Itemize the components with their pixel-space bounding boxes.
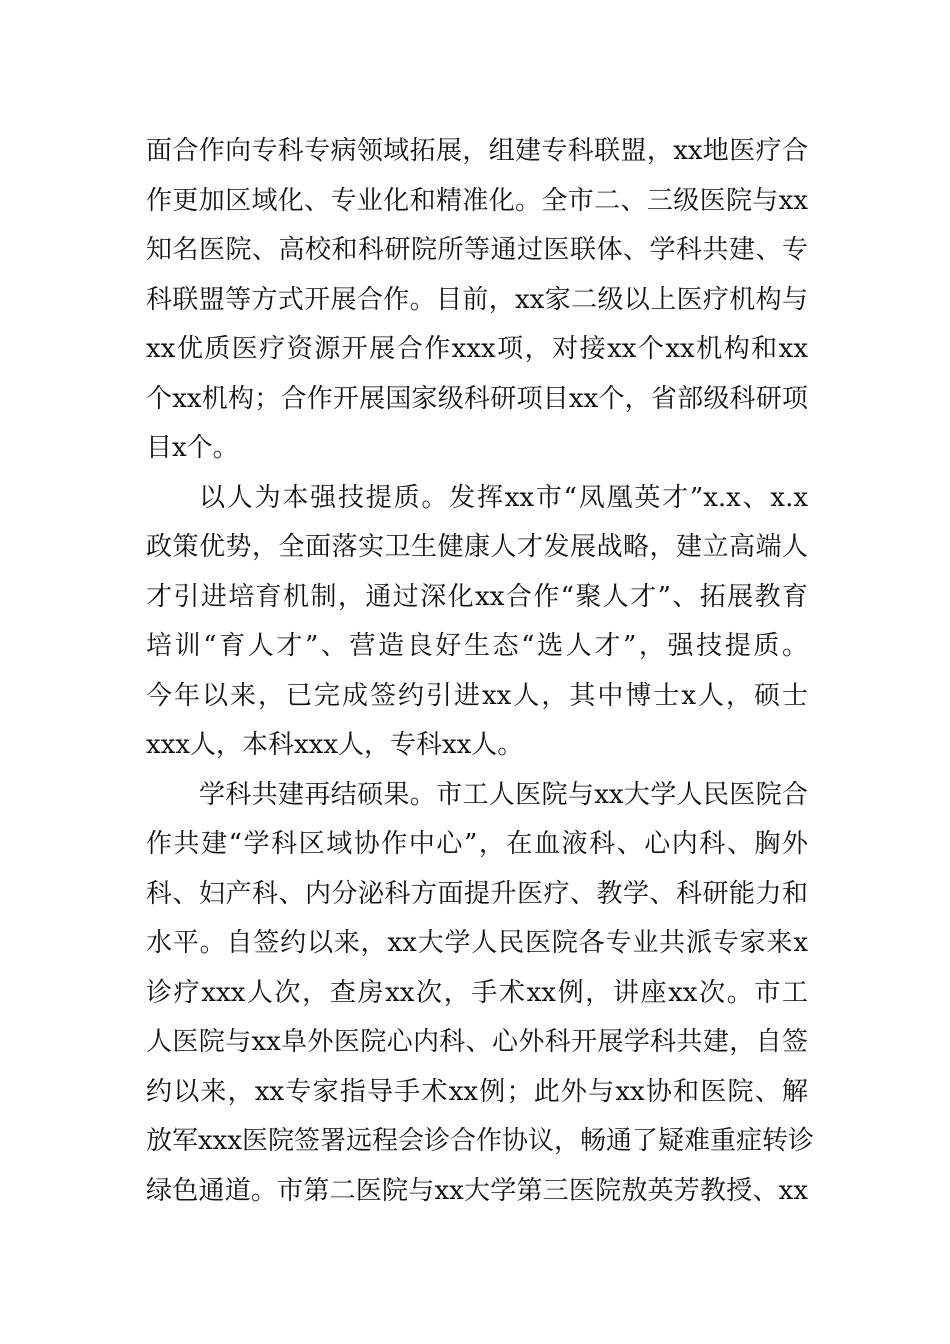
text-line: 政策优势，全面落实卫生健康人才发展战略，建立高端人 (146, 532, 808, 562)
paragraph-first-line: 以人为本强技提质。发挥xx市“凤凰英才”x.x、x.x (199, 482, 808, 513)
body-text (146, 127, 814, 1216)
text-line: 今年以来，已完成签约引进xx人，其中博士x人，硕士 (146, 680, 808, 711)
text-line: 约以来，xx专家指导手术xx例；此外与xx协和医院、解 (146, 1076, 808, 1107)
text-line: 诊疗xxx人次，查房xx次，手术xx例，讲座xx次。市工 (146, 977, 808, 1008)
text-line: 绿色通道。市第二医院与xx大学第三医院敖英芳教授、xx (146, 1175, 808, 1206)
text-line: 人医院与xx阜外医院心内科、心外科开展学科共建，自签 (146, 1027, 808, 1057)
text-line: 科、妇产科、内分泌科方面提升医疗、教学、科研能力和 (146, 878, 808, 909)
text-line: 科联盟等方式开展合作。目前，xx家二级以上医疗机构与 (146, 284, 808, 315)
text-line: 面合作向专科专病领域拓展，组建专科联盟，xx地医疗合 (146, 136, 808, 166)
text-line: xx优质医疗资源开展合作xxx项，对接xx个xx机构和xx (146, 334, 808, 364)
text-line: 才引进培育机制，通过深化xx合作“聚人才”、拓展教育 (146, 581, 808, 612)
text-line: 作更加区域化、专业化和精准化。全市二、三级医院与xx (146, 185, 808, 216)
text-line: 培训“育人才”、营造良好生态“选人才”，强技提质。 (146, 631, 808, 661)
text-line: xxx人，本科xxx人，专科xx人。 (146, 730, 524, 760)
text-line: 放军xxx医院签署远程会诊合作协议，畅通了疑难重症转诊 (146, 1126, 814, 1156)
text-line: 个xx机构；合作开展国家级科研项目xx个，省部级科研项 (146, 383, 808, 414)
paragraph-first-line: 学科共建再结硕果。市工人医院与xx大学人民医院合 (199, 779, 808, 810)
text-line: 作共建“学科区域协作中心”，在血液科、心内科、胸外 (146, 829, 808, 859)
text-line: 目x个。 (146, 433, 239, 463)
text-line: 知名医院、高校和科研院所等通过医联体、学科共建、专 (146, 235, 808, 265)
text-line: 水平。自签约以来，xx大学人民医院各专业共派专家来x (146, 928, 808, 958)
